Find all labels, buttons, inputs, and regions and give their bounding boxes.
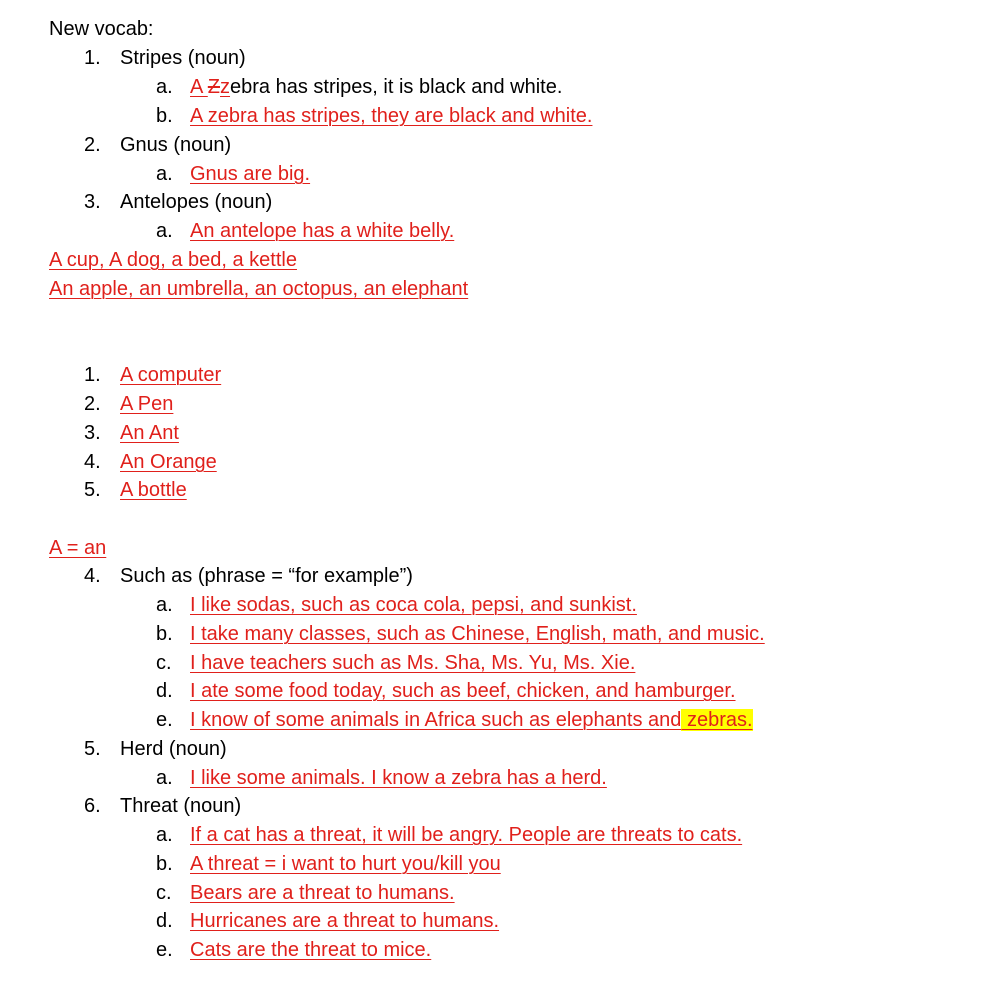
- sub-label: c.: [156, 882, 172, 904]
- example-text: ebra has stripes, it is black and white.: [230, 76, 563, 98]
- sub-label: a.: [156, 163, 173, 185]
- example-text: I know of some animals in Africa such as elephants and: [190, 709, 682, 731]
- list-number: 2.: [84, 134, 101, 156]
- list-number: 1.: [84, 47, 101, 69]
- list-number: 6.: [84, 795, 101, 817]
- vocab-example: I like sodas, such as coca cola, pepsi, and sunkist.: [190, 594, 637, 616]
- inserted-text: z: [220, 76, 231, 98]
- sub-label: d.: [156, 680, 173, 702]
- list-item: A bottle: [120, 479, 187, 501]
- sub-label: e.: [156, 709, 173, 731]
- vocab-example: [190, 73, 562, 102]
- list-number: 2.: [84, 393, 101, 415]
- list-number: 3.: [84, 422, 101, 444]
- list-number: 1.: [84, 364, 101, 386]
- vocab-term: Threat (noun): [120, 795, 242, 817]
- vocab-example: Cats are the threat to mice.: [190, 939, 432, 961]
- sub-label: c.: [156, 652, 172, 674]
- list-number: 4.: [84, 565, 101, 587]
- vocab-example: I ate some food today, such as beef, chicken, and hamburger.: [190, 680, 736, 702]
- deleted-text: Z: [207, 76, 221, 98]
- vocab-example: Gnus are big.: [190, 163, 311, 185]
- vocab-term: Such as (phrase = “for example”): [120, 565, 413, 587]
- list-number: 4.: [84, 451, 101, 473]
- vocab-example: Hurricanes are a threat to humans.: [190, 910, 500, 932]
- vocab-term: Herd (noun): [120, 738, 227, 760]
- vocab-example: I like some animals. I know a zebra has a herd.: [190, 767, 607, 789]
- vocab-example: A zebra has stripes, they are black and white.: [190, 105, 593, 127]
- list-number: 3.: [84, 191, 101, 213]
- vocab-example: I have teachers such as Ms. Sha, Ms. Yu, Ms. Xie.: [190, 652, 636, 674]
- heading: New vocab:: [49, 18, 154, 40]
- vocab-example: If a cat has a threat, it will be angry. People are threats to cats.: [190, 824, 743, 846]
- sub-label: d.: [156, 910, 173, 932]
- sub-label: a.: [156, 824, 173, 846]
- list-item: A computer: [120, 364, 222, 386]
- list-number: 5.: [84, 479, 101, 501]
- article-line: A cup, A dog, a bed, a kettle: [49, 249, 297, 271]
- sub-label: b.: [156, 105, 173, 127]
- list-number: 5.: [84, 738, 101, 760]
- sub-label: b.: [156, 623, 173, 645]
- list-item: A Pen: [120, 393, 174, 415]
- sub-label: a.: [156, 594, 173, 616]
- vocab-example: A threat = i want to hurt you/kill you: [190, 853, 501, 875]
- vocab-example: I take many classes, such as Chinese, English, math, and music.: [190, 623, 765, 645]
- vocab-example: An antelope has a white belly.: [190, 220, 455, 242]
- sub-label: e.: [156, 939, 173, 961]
- sub-label: b.: [156, 853, 173, 875]
- vocab-term: Stripes (noun): [120, 47, 246, 69]
- vocab-example: Bears are a threat to humans.: [190, 882, 455, 904]
- list-item: An Ant: [120, 422, 179, 444]
- inserted-text: A: [190, 76, 208, 98]
- vocab-term: Gnus (noun): [120, 134, 232, 156]
- vocab-example: [190, 706, 753, 735]
- list-item: An Orange: [120, 451, 217, 473]
- article-line: An apple, an umbrella, an octopus, an elephant: [49, 278, 469, 300]
- vocab-term: Antelopes (noun): [120, 191, 273, 213]
- sub-label: a.: [156, 220, 173, 242]
- sub-label: a.: [156, 76, 173, 98]
- equation-line: A = an: [49, 537, 107, 559]
- highlighted-text: zebras.: [681, 709, 753, 731]
- sub-label: a.: [156, 767, 173, 789]
